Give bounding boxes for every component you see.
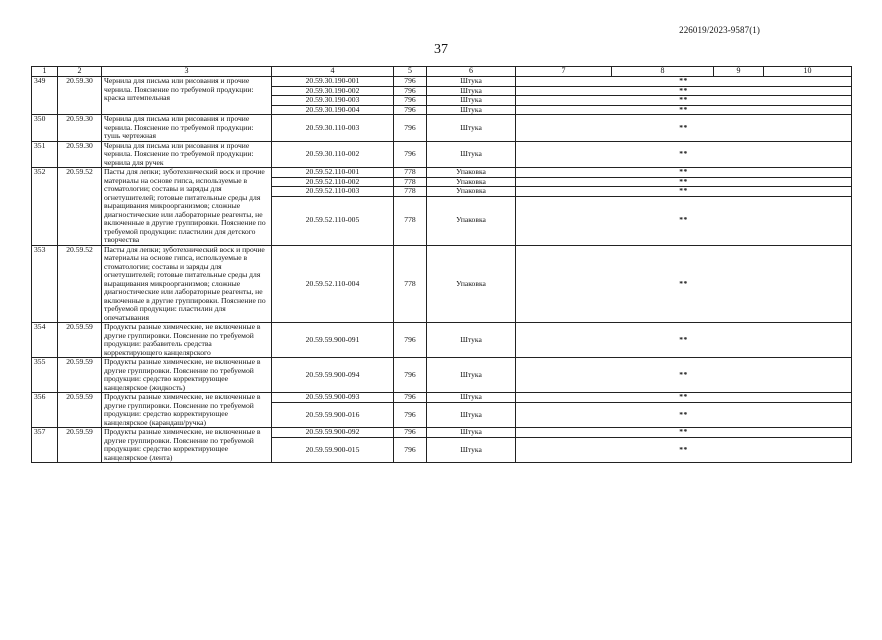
table-row: [32, 323, 852, 358]
okpd2-code: 20.59.52: [58, 245, 102, 323]
ktru-code: 20.59.52.110-004: [272, 245, 394, 323]
item-description: Чернила для письма или рисования и прочие чернила. Пояснение по требуемой продукции: чернила для ручек: [102, 141, 272, 168]
row-number: 350: [32, 115, 58, 142]
okpd2-code: 20.59.30: [58, 141, 102, 168]
okpd2-code: 20.59.30: [58, 115, 102, 142]
unit-code: 796: [394, 105, 427, 115]
ktru-code: 20.59.59.900-093: [272, 393, 394, 403]
unit-code: 796: [394, 428, 427, 438]
row-number: 351: [32, 141, 58, 168]
procurement-table: [31, 66, 852, 463]
row-number: 357: [32, 428, 58, 463]
ktru-code: 20.59.30.190-001: [272, 77, 394, 87]
restriction-mark: **: [516, 86, 852, 96]
unit-name: Штука: [427, 86, 516, 96]
unit-name: Штука: [427, 105, 516, 115]
restriction-mark: **: [516, 402, 852, 428]
unit-code: 796: [394, 323, 427, 358]
ktru-code: 20.59.30.190-002: [272, 86, 394, 96]
item-description: Чернила для письма или рисования и прочие чернила. Пояснение по требуемой продукции: тушь чертежная: [102, 115, 272, 142]
unit-code: 796: [394, 86, 427, 96]
unit-code: 796: [394, 402, 427, 428]
ktru-code: 20.59.59.900-094: [272, 358, 394, 393]
ktru-code: 20.59.59.900-015: [272, 437, 394, 463]
restriction-mark: **: [516, 168, 852, 178]
ktru-code: 20.59.30.110-003: [272, 115, 394, 142]
ktru-code: 20.59.59.900-091: [272, 323, 394, 358]
unit-code: 778: [394, 168, 427, 178]
unit-code: 796: [394, 358, 427, 393]
okpd2-code: 20.59.52: [58, 168, 102, 246]
ktru-code: 20.59.52.110-002: [272, 177, 394, 187]
restriction-mark: **: [516, 245, 852, 323]
restriction-mark: **: [516, 77, 852, 87]
ktru-code: 20.59.30.190-003: [272, 96, 394, 106]
unit-name: Штука: [427, 323, 516, 358]
item-description: Продукты разные химические, не включенные в другие группировки. Пояснение по требуемой продукции: средство корректирующее канцелярское (лента): [102, 428, 272, 463]
item-description: Продукты разные химические, не включенные в другие группировки. Пояснение по требуемой продукции: средство корректирующее канцелярское (жидкость): [102, 358, 272, 393]
column-header: 4: [272, 67, 394, 77]
row-number: 352: [32, 168, 58, 246]
item-description: Пасты для лепки; зуботехнический воск и прочие материалы на основе гипса, используемые в стоматологии; составы и заряды для огнетушителей; готовые питательные среды для выращивания микроорганизмов; сложные диагностические или лабораторные реагенты, не включенные в другие группировки. Пояснение по требуемой продукции: пластилин для детского творчества: [102, 168, 272, 246]
column-header: 8: [612, 67, 714, 77]
ktru-code: 20.59.52.110-003: [272, 187, 394, 197]
page-number: 37: [434, 42, 448, 57]
restriction-mark: **: [516, 177, 852, 187]
table-row: [32, 168, 852, 178]
table-row: [32, 115, 852, 142]
unit-name: Упаковка: [427, 196, 516, 245]
restriction-mark: **: [516, 187, 852, 197]
unit-name: Штука: [427, 77, 516, 87]
item-description: Пасты для лепки; зуботехнический воск и прочие материалы на основе гипса, используемые в стоматологии; составы и заряды для огнетушителей; готовые питательные среды для выращивания микроорганизмов; сложные диагностические или лабораторные реагенты, не включенные в другие группировки. Пояснение по требуемой продукции: пластилин для опечатывания: [102, 245, 272, 323]
row-number: 353: [32, 245, 58, 323]
row-number: 349: [32, 77, 58, 115]
unit-code: 796: [394, 96, 427, 106]
unit-name: Штука: [427, 358, 516, 393]
unit-code: 796: [394, 77, 427, 87]
unit-code: 778: [394, 196, 427, 245]
column-header: 6: [427, 67, 516, 77]
column-header: 3: [102, 67, 272, 77]
unit-name: Штука: [427, 115, 516, 142]
restriction-mark: **: [516, 358, 852, 393]
document-registration-number: 226019/2023-9587(1): [679, 25, 760, 35]
unit-name: Штука: [427, 428, 516, 438]
unit-code: 796: [394, 393, 427, 403]
table-row: [32, 393, 852, 403]
unit-name: Штука: [427, 437, 516, 463]
unit-name: Упаковка: [427, 245, 516, 323]
table-row: [32, 141, 852, 168]
row-number: 356: [32, 393, 58, 428]
unit-code: 796: [394, 141, 427, 168]
restriction-mark: **: [516, 196, 852, 245]
restriction-mark: **: [516, 428, 852, 438]
unit-name: Упаковка: [427, 187, 516, 197]
unit-name: Упаковка: [427, 177, 516, 187]
column-header: 10: [764, 67, 852, 77]
ktru-code: 20.59.52.110-001: [272, 168, 394, 178]
table-row: [32, 77, 852, 87]
column-header: 2: [58, 67, 102, 77]
okpd2-code: 20.59.59: [58, 393, 102, 428]
ktru-code: 20.59.30.190-004: [272, 105, 394, 115]
item-description: Чернила для письма или рисования и прочие чернила. Пояснение по требуемой продукции: краска штемпельная: [102, 77, 272, 115]
restriction-mark: **: [516, 393, 852, 403]
column-header-row: [32, 67, 852, 77]
unit-name: Упаковка: [427, 168, 516, 178]
okpd2-code: 20.59.59: [58, 323, 102, 358]
table-row: [32, 358, 852, 393]
restriction-mark: **: [516, 323, 852, 358]
ktru-code: 20.59.30.110-002: [272, 141, 394, 168]
table-row: [32, 428, 852, 438]
column-header: 9: [714, 67, 764, 77]
ktru-code: 20.59.52.110-005: [272, 196, 394, 245]
unit-code: 778: [394, 245, 427, 323]
table-row: [32, 245, 852, 323]
item-description: Продукты разные химические, не включенные в другие группировки. Пояснение по требуемой продукции: средство корректирующее канцелярское (карандаш/ручка): [102, 393, 272, 428]
unit-code: 778: [394, 177, 427, 187]
restriction-mark: **: [516, 141, 852, 168]
okpd2-code: 20.59.30: [58, 77, 102, 115]
restriction-mark: **: [516, 105, 852, 115]
okpd2-code: 20.59.59: [58, 428, 102, 463]
unit-name: Штука: [427, 141, 516, 168]
item-description: Продукты разные химические, не включенные в другие группировки. Пояснение по требуемой продукции: разбавитель средства корректирующего канцелярского: [102, 323, 272, 358]
ktru-code: 20.59.59.900-092: [272, 428, 394, 438]
okpd2-code: 20.59.59: [58, 358, 102, 393]
unit-name: Штука: [427, 402, 516, 428]
unit-code: 778: [394, 187, 427, 197]
row-number: 354: [32, 323, 58, 358]
unit-name: Штука: [427, 96, 516, 106]
column-header: 1: [32, 67, 58, 77]
restriction-mark: **: [516, 96, 852, 106]
restriction-mark: **: [516, 115, 852, 142]
column-header: 7: [516, 67, 612, 77]
restriction-mark: **: [516, 437, 852, 463]
ktru-code: 20.59.59.900-016: [272, 402, 394, 428]
row-number: 355: [32, 358, 58, 393]
unit-code: 796: [394, 115, 427, 142]
column-header: 5: [394, 67, 427, 77]
unit-name: Штука: [427, 393, 516, 403]
unit-code: 796: [394, 437, 427, 463]
